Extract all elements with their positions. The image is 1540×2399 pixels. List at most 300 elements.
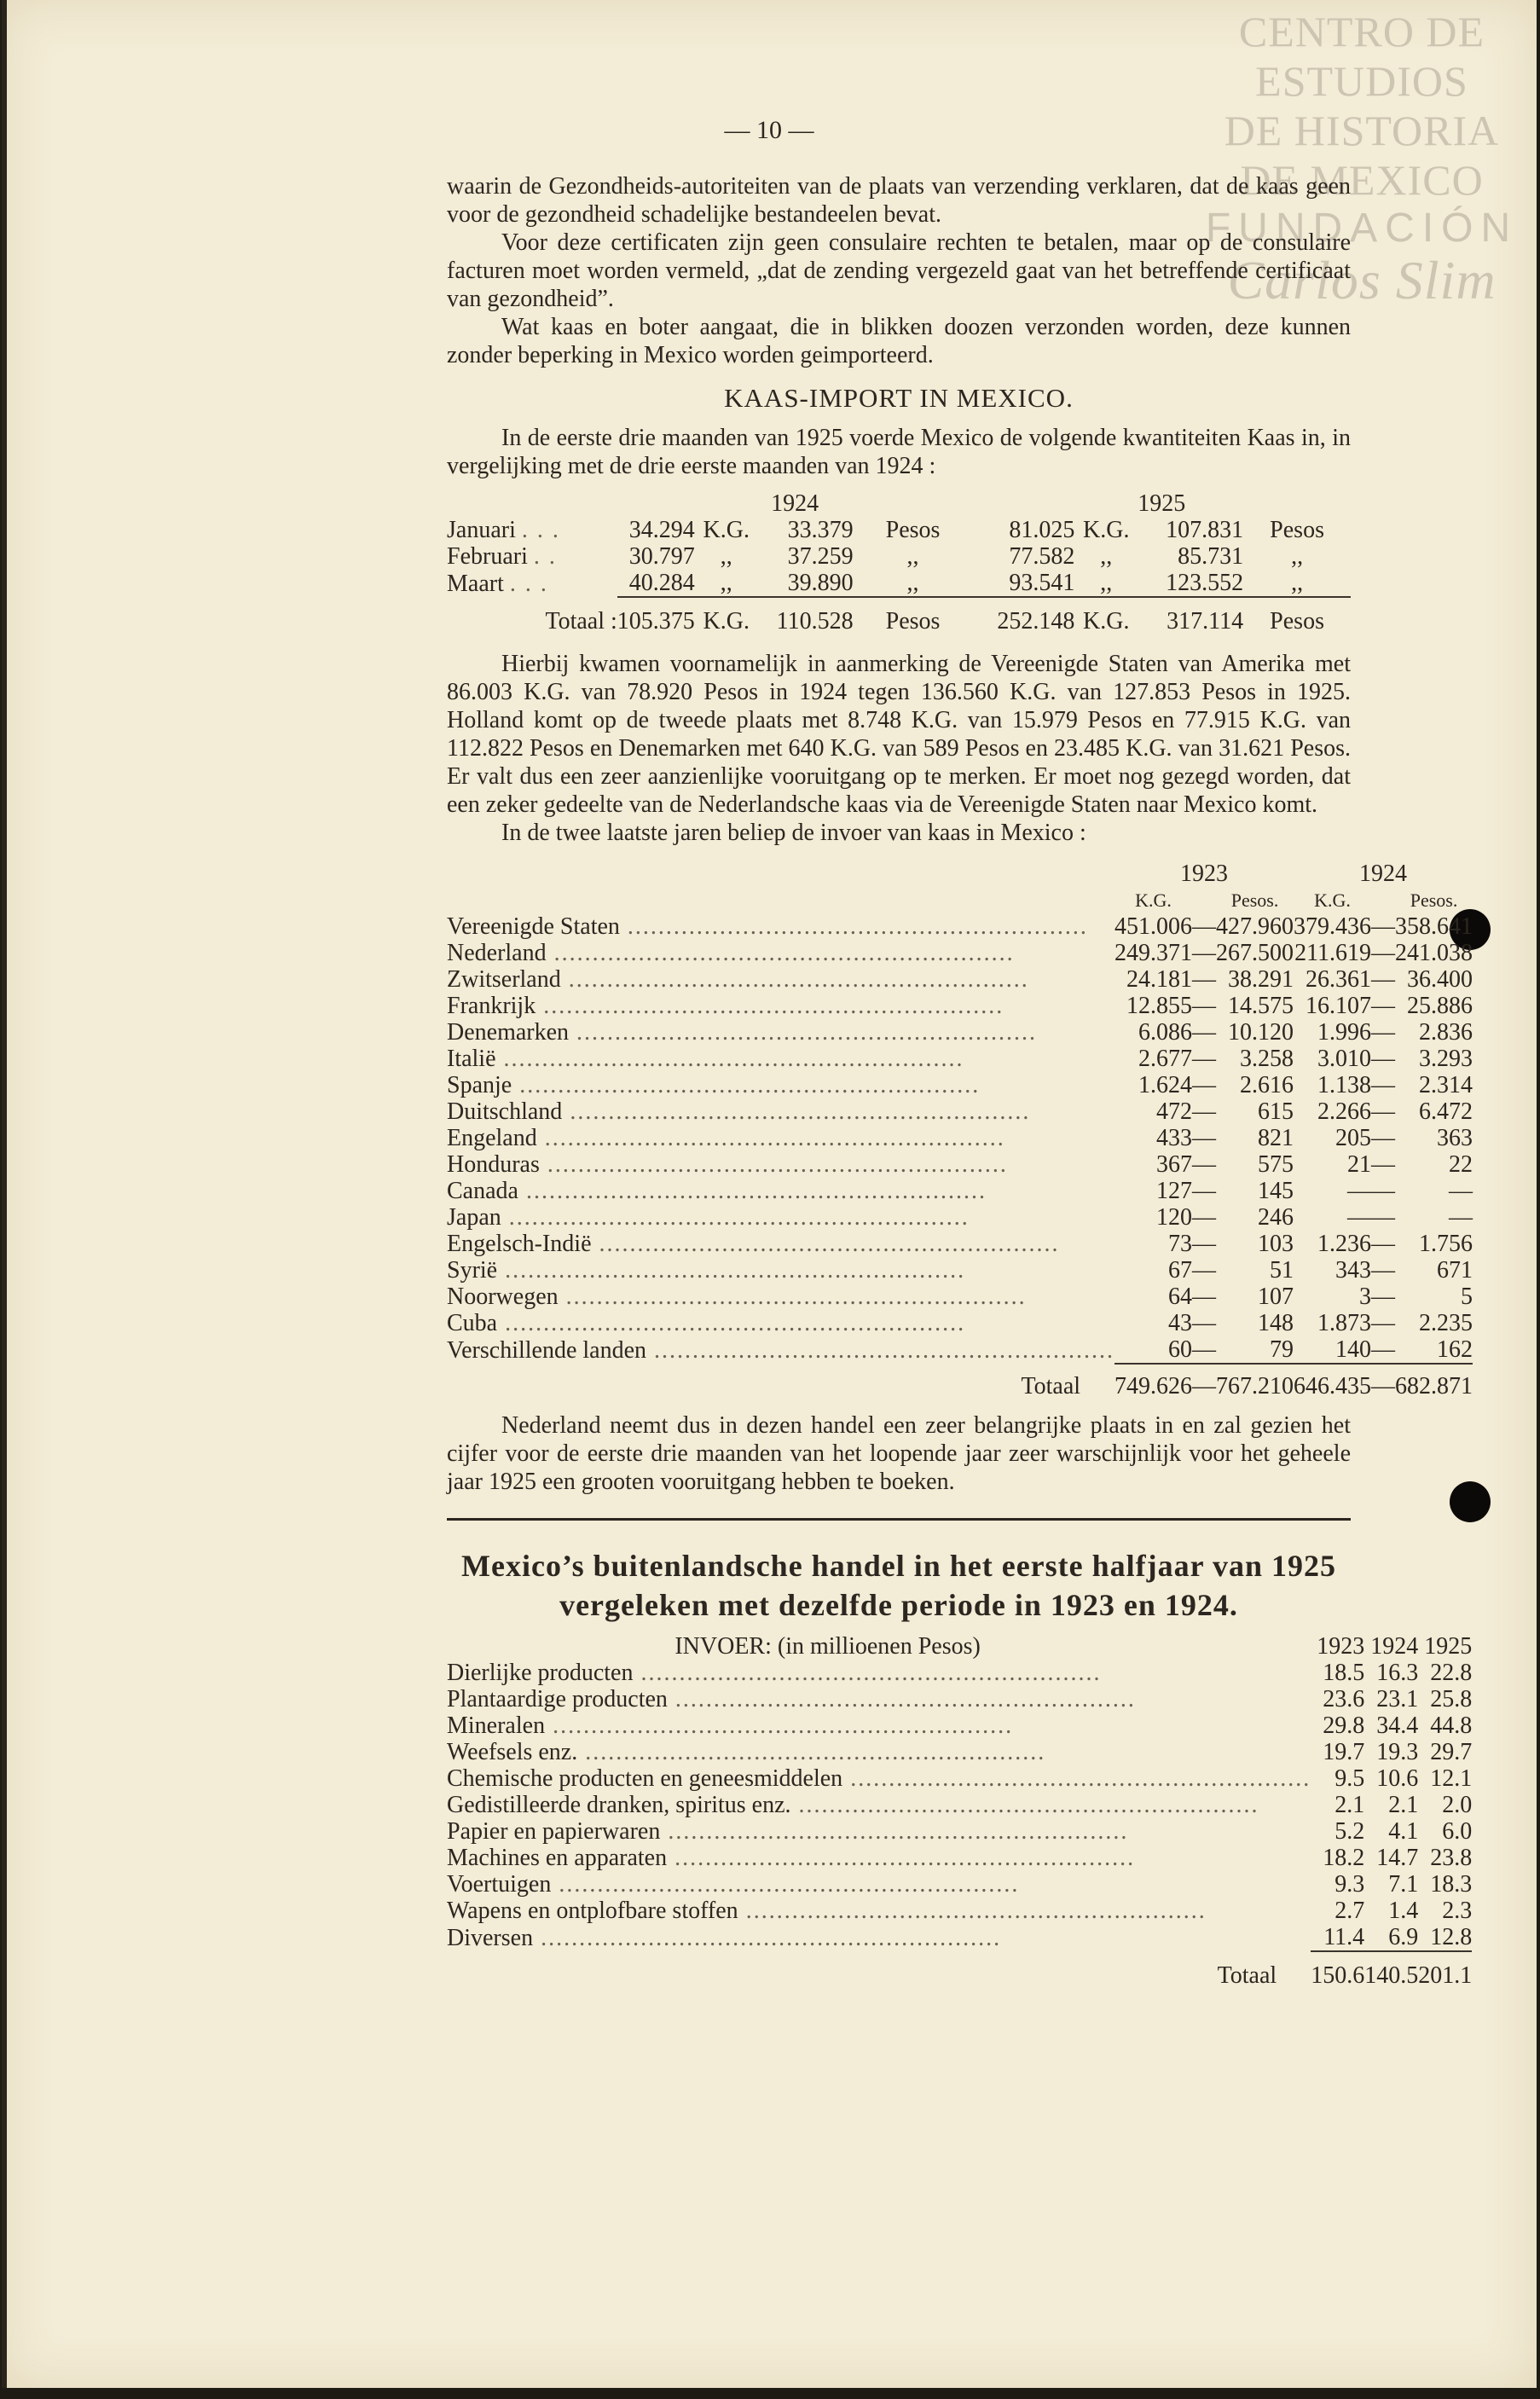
pesos-cell: 363 bbox=[1437, 1125, 1473, 1151]
row-label: Spanje bbox=[447, 1072, 512, 1098]
table-row bbox=[447, 1046, 1473, 1072]
row-label: Plantaardige producten bbox=[447, 1686, 668, 1712]
unit-cell: Pesos bbox=[885, 517, 941, 543]
kg-cell: — bbox=[1347, 1204, 1372, 1231]
row-label: Syrië bbox=[447, 1257, 498, 1284]
trade-table bbox=[447, 1633, 1472, 1989]
row-label: Noorwegen bbox=[447, 1284, 559, 1310]
pesos-cell: 3.293 bbox=[1419, 1046, 1473, 1072]
kg-cell: 1.873 bbox=[1317, 1310, 1372, 1336]
table-row bbox=[447, 1686, 1472, 1712]
value-cell: 23.6 bbox=[1323, 1686, 1365, 1712]
label-cell bbox=[447, 1310, 1114, 1336]
unit-cell: K.G. bbox=[703, 517, 750, 543]
unit-cell: Pesos bbox=[854, 597, 973, 635]
pesos-cell: 1.756 bbox=[1419, 1231, 1473, 1257]
dot-leader: ............................................................ bbox=[551, 1871, 1020, 1898]
kg-cell: 30.797 bbox=[628, 543, 695, 570]
pesos-cell: 110.528 bbox=[758, 597, 854, 635]
dot-leader: ............................................................ bbox=[577, 1739, 1046, 1765]
row-label: Papier en papierwaren bbox=[447, 1818, 661, 1845]
dash-cell: — bbox=[1371, 1125, 1396, 1151]
pesos-cell: 10.120 bbox=[1228, 1019, 1294, 1046]
dot-leader: ............................................................ bbox=[619, 913, 1088, 940]
value-cell: 9.5 bbox=[1334, 1765, 1365, 1792]
value-cell: 2.0 bbox=[1442, 1792, 1473, 1818]
value-cell: 29.7 bbox=[1430, 1739, 1473, 1765]
dot-leader: ............................................................ bbox=[842, 1765, 1311, 1792]
dot-leader: ............................................................ bbox=[536, 1125, 1005, 1151]
kg-cell: 1.624 bbox=[1138, 1072, 1193, 1098]
kg-cell: 12.855 bbox=[1126, 993, 1193, 1019]
kg-cell: 1.996 bbox=[1317, 1019, 1372, 1046]
kg-cell: 40.284 bbox=[628, 570, 695, 596]
dot-leader: ............................................................ bbox=[591, 1231, 1060, 1257]
value-cell: 2.1 bbox=[1388, 1792, 1419, 1818]
intro-paragraph: Voor deze certificaten zijn geen consulaire rechten te betalen, maar op de consulaire facturen moet worden vermeld, „dat de zending vergezeld gaat van het betreffende certificaat van gezondheid”. bbox=[447, 229, 1351, 312]
total-label: Totaal : bbox=[545, 607, 617, 635]
dot-leader: ............................................................ bbox=[539, 1151, 1008, 1178]
table-row bbox=[447, 570, 1351, 597]
dash-cell: — bbox=[1371, 1284, 1396, 1310]
table-row bbox=[447, 1336, 1473, 1364]
label-cell bbox=[447, 1257, 1114, 1284]
year-header: 1924 bbox=[1359, 861, 1408, 887]
dot-leader: ............................................................ bbox=[660, 1818, 1129, 1845]
table-row bbox=[447, 1310, 1473, 1336]
kaas-paragraph: In de twee laatste jaren beliep de invoer van kaas in Mexico : bbox=[501, 820, 1086, 846]
country-import-table bbox=[447, 861, 1473, 1399]
value-cell: 6.9 bbox=[1388, 1924, 1419, 1950]
label-cell bbox=[447, 1845, 1311, 1871]
watermark-line: FUNDACIÓN bbox=[1205, 206, 1519, 251]
value-cell: 23.8 bbox=[1430, 1845, 1473, 1871]
total-label: Totaal bbox=[1217, 1962, 1277, 1989]
dot-leader: ............................................................ bbox=[560, 966, 1029, 993]
table-row bbox=[447, 1712, 1472, 1739]
total-label: Totaal bbox=[1021, 1372, 1081, 1399]
label-cell bbox=[447, 1871, 1311, 1898]
page-number: — 10 — bbox=[724, 116, 814, 144]
dash-cell: — bbox=[1371, 1098, 1396, 1125]
section-divider bbox=[447, 1518, 1351, 1521]
row-label: Denemarken bbox=[447, 1019, 570, 1046]
kg-cell: 67 bbox=[1168, 1257, 1193, 1284]
kg-cell: 249.371 bbox=[1114, 940, 1193, 966]
pesos-cell: 267.500 bbox=[1216, 940, 1294, 966]
dash-cell: — bbox=[1371, 1364, 1395, 1399]
unit-cell: K.G. bbox=[695, 597, 758, 635]
label-cell bbox=[447, 1924, 1311, 1951]
dash-cell: — bbox=[1192, 1098, 1217, 1125]
row-label: Italië bbox=[447, 1046, 496, 1072]
pesos-cell: 241.038 bbox=[1395, 940, 1473, 966]
row-label: Mineralen bbox=[447, 1712, 546, 1739]
table-row bbox=[447, 1231, 1473, 1257]
pesos-cell: 767.210 bbox=[1216, 1364, 1294, 1399]
table-header-row bbox=[447, 1633, 1472, 1660]
section-heading: KAAS-IMPORT IN MEXICO. bbox=[724, 383, 1074, 413]
pesos-cell: 671 bbox=[1437, 1257, 1473, 1284]
kaas-paragraph: In de eerste drie maanden van 1925 voerde Mexico de volgende kwantiteiten Kaas in, in vergelijking met de drie eerste maanden van 1924 : bbox=[447, 425, 1351, 479]
dot-leader: ............................................................ bbox=[738, 1898, 1207, 1924]
table-header-row bbox=[447, 887, 1473, 913]
total-row bbox=[447, 597, 1351, 635]
dash-cell: — bbox=[1371, 966, 1396, 993]
label-cell bbox=[447, 1151, 1114, 1178]
country-rows bbox=[447, 913, 1473, 1364]
dash-cell: — bbox=[1192, 1310, 1217, 1336]
value-cell: 19.3 bbox=[1376, 1739, 1419, 1765]
table-row bbox=[447, 1845, 1472, 1871]
value-cell: 201.1 bbox=[1418, 1951, 1472, 1989]
kg-cell: 81.025 bbox=[1009, 517, 1075, 543]
value-cell: 29.8 bbox=[1323, 1712, 1365, 1739]
row-label: Cuba bbox=[447, 1310, 498, 1336]
scanned-page bbox=[2, 0, 1537, 2388]
pesos-cell: 5 bbox=[1461, 1284, 1473, 1310]
row-label: Japan bbox=[447, 1204, 501, 1231]
table-header-row bbox=[447, 861, 1473, 887]
label-cell bbox=[447, 940, 1114, 966]
row-label: Engeland bbox=[447, 1125, 537, 1151]
pesos-cell: 682.871 bbox=[1395, 1364, 1473, 1399]
value-cell: 12.8 bbox=[1430, 1924, 1473, 1950]
invoer-label: INVOER: (in millioenen Pesos) bbox=[674, 1633, 981, 1660]
table-header-row bbox=[447, 490, 1351, 517]
label-cell bbox=[447, 1204, 1114, 1231]
kg-cell: 1.236 bbox=[1317, 1231, 1372, 1257]
kg-cell: 21 bbox=[1347, 1151, 1372, 1178]
month-cell: Februari . . bbox=[447, 543, 557, 570]
value-cell: 19.7 bbox=[1323, 1739, 1365, 1765]
kg-cell: 433 bbox=[1156, 1125, 1193, 1151]
pesos-cell: 162 bbox=[1437, 1336, 1473, 1363]
pesos-cell: 103 bbox=[1258, 1231, 1294, 1257]
dot-leader: ............................................................ bbox=[558, 1284, 1027, 1310]
label-cell bbox=[447, 1686, 1311, 1712]
unit-header: K.G. bbox=[1135, 889, 1172, 911]
dash-cell: — bbox=[1371, 1231, 1396, 1257]
closing-paragraph: Nederland neemt dus in dezen handel een zeer belangrijke plaats in en zal gezien het cijfer voor de eerste drie maanden van het loopende jaar zeer warschijnlijk voor het geheele jaar 1925 een grooten vooruitgang hebben te boeken. bbox=[447, 1412, 1351, 1495]
label-cell bbox=[447, 1336, 1114, 1364]
dot-leader: ............................................................ bbox=[536, 993, 1004, 1019]
table-row bbox=[447, 1924, 1472, 1951]
year-header: 1923 bbox=[1180, 861, 1229, 887]
kg-cell: — bbox=[1347, 1178, 1372, 1204]
table-row bbox=[447, 1765, 1472, 1792]
dash-cell: — bbox=[1192, 940, 1217, 966]
kg-cell: 451.006 bbox=[1114, 913, 1193, 940]
value-cell: 140.5 bbox=[1364, 1951, 1418, 1989]
year-header: 1925 bbox=[1138, 490, 1186, 517]
table-row bbox=[447, 1660, 1472, 1686]
value-cell: 14.7 bbox=[1376, 1845, 1419, 1871]
pesos-cell: 39.890 bbox=[787, 570, 854, 596]
dash-cell: — bbox=[1192, 913, 1217, 940]
kg-cell: 2.266 bbox=[1317, 1098, 1372, 1125]
label-cell bbox=[447, 1125, 1114, 1151]
table-row bbox=[447, 1151, 1473, 1178]
label-cell bbox=[447, 1098, 1114, 1125]
pesos-cell: 36.400 bbox=[1407, 966, 1473, 993]
dot-leader: ............................................................ bbox=[501, 1204, 970, 1231]
label-cell bbox=[447, 993, 1114, 1019]
label-cell bbox=[447, 1765, 1311, 1792]
pesos-cell: 358.641 bbox=[1395, 913, 1473, 940]
pesos-cell: 38.291 bbox=[1228, 966, 1294, 993]
table-row bbox=[447, 1257, 1473, 1284]
pesos-cell: — bbox=[1449, 1204, 1473, 1231]
kg-cell: 26.361 bbox=[1306, 966, 1372, 993]
pesos-cell: 145 bbox=[1258, 1178, 1294, 1204]
pesos-cell: 85.731 bbox=[1178, 543, 1244, 570]
dash-cell: — bbox=[1371, 1072, 1396, 1098]
value-cell: 150.6 bbox=[1311, 1951, 1364, 1989]
kg-cell: 367 bbox=[1156, 1151, 1193, 1178]
value-cell: 25.8 bbox=[1430, 1686, 1473, 1712]
dot-leader: ............................................................ bbox=[497, 1310, 966, 1336]
row-label: Frankrijk bbox=[447, 993, 536, 1019]
dash-cell: — bbox=[1192, 1284, 1217, 1310]
dash-cell: — bbox=[1192, 1231, 1217, 1257]
table-row bbox=[447, 966, 1473, 993]
dot-leader: ............................................................ bbox=[562, 1098, 1031, 1125]
dash-cell: — bbox=[1371, 1178, 1396, 1204]
dot-leader: ............................................................ bbox=[667, 1845, 1136, 1871]
dash-cell: — bbox=[1192, 1364, 1216, 1399]
kg-cell: 205 bbox=[1335, 1125, 1372, 1151]
value-cell: 2.7 bbox=[1334, 1898, 1365, 1924]
value-cell: 18.2 bbox=[1323, 1845, 1365, 1871]
table-row bbox=[447, 543, 1351, 570]
kg-cell: 343 bbox=[1335, 1257, 1372, 1284]
value-cell: 23.1 bbox=[1376, 1686, 1419, 1712]
label-cell bbox=[447, 1792, 1311, 1818]
value-cell: 18.5 bbox=[1323, 1660, 1365, 1686]
value-cell: 4.1 bbox=[1388, 1818, 1419, 1845]
unit-cell: Pesos bbox=[1243, 597, 1351, 635]
watermark-line: DE HISTORIA bbox=[1224, 107, 1500, 154]
dash-cell: — bbox=[1192, 1204, 1217, 1231]
unit-cell: ,, bbox=[1291, 570, 1304, 596]
kaas-paragraph: Hierbij kwamen voornamelijk in aanmerking de Vereenigde Staten van Amerika met 86.003 K.G. van 78.920 Pesos in 1924 tegen 136.560 K.G. van 127.853 Pesos in 1925. Holland komt op de tweede plaats met 8.748 K.G. van 15.979 Pesos en 77.915 K.G. van 112.822 Pesos en Denemarken met 640 K.G. van 589 Pesos en 23.485 K.G. van 31.621 Pesos. Er valt dus een zeer aanzienlijke vooruitgang op te merken. Er moet nog gezegd worden, dat een zeker gedeelte van de Nederlandsche kaas via de Vereenigde Staten naar Mexico komt. bbox=[447, 651, 1351, 818]
pesos-cell: 2.616 bbox=[1240, 1072, 1294, 1098]
unit-cell: ,, bbox=[906, 543, 919, 570]
table-row bbox=[447, 913, 1473, 940]
row-label: Wapens en ontplofbare stoffen bbox=[447, 1898, 738, 1924]
kg-cell: 140 bbox=[1335, 1336, 1372, 1363]
kg-cell: 749.626 bbox=[1114, 1364, 1192, 1399]
pesos-cell: 575 bbox=[1258, 1151, 1294, 1178]
row-label: Verschillende landen bbox=[447, 1336, 647, 1364]
year-header: 1924 bbox=[1370, 1633, 1419, 1660]
dash-cell: — bbox=[1192, 1151, 1217, 1178]
dash-cell: — bbox=[1192, 1046, 1217, 1072]
dot-leader: ............................................................ bbox=[512, 1072, 981, 1098]
value-cell: 18.3 bbox=[1430, 1871, 1473, 1898]
unit-cell: ,, bbox=[720, 543, 732, 570]
value-cell: 34.4 bbox=[1376, 1712, 1419, 1739]
row-label: Machines en apparaten bbox=[447, 1845, 668, 1871]
label-cell bbox=[447, 1231, 1114, 1257]
label-cell bbox=[447, 913, 1114, 940]
kg-cell: 472 bbox=[1156, 1098, 1193, 1125]
dash-cell: — bbox=[1371, 993, 1396, 1019]
pesos-cell: 615 bbox=[1258, 1098, 1294, 1125]
label-cell bbox=[447, 1712, 1311, 1739]
table-row bbox=[447, 1098, 1473, 1125]
kg-cell: 3.010 bbox=[1317, 1046, 1372, 1072]
unit-cell: K.G. bbox=[1083, 517, 1130, 543]
watermark-line: CENTRO DE bbox=[1238, 8, 1485, 55]
dash-cell: — bbox=[1192, 1178, 1217, 1204]
total-row bbox=[447, 1951, 1472, 1989]
label-cell bbox=[447, 1660, 1311, 1686]
dash-cell: — bbox=[1371, 1336, 1396, 1363]
pesos-cell: 2.314 bbox=[1419, 1072, 1473, 1098]
table-row bbox=[447, 1818, 1472, 1845]
row-label: Dierlijke producten bbox=[447, 1660, 634, 1686]
pesos-cell: 79 bbox=[1270, 1336, 1294, 1363]
dash-cell: — bbox=[1192, 1336, 1217, 1363]
dash-cell: — bbox=[1192, 1019, 1217, 1046]
intro-paragraph: waarin de Gezondheids-autoriteiten van de plaats van verzending verklaren, dat de kaas geen voor de gezondheid schadelijke bestandeelen bevat. bbox=[447, 173, 1351, 228]
row-label: Canada bbox=[447, 1178, 518, 1204]
dash-cell: — bbox=[1371, 1204, 1396, 1231]
watermark-line: DE MEXICO bbox=[1240, 156, 1484, 204]
row-label: Honduras bbox=[447, 1151, 540, 1178]
kg-cell: 105.375 bbox=[617, 597, 695, 635]
total-row bbox=[447, 1364, 1473, 1399]
pesos-cell: 3.258 bbox=[1240, 1046, 1294, 1072]
kg-cell: 64 bbox=[1168, 1284, 1193, 1310]
kg-cell: 127 bbox=[1156, 1178, 1193, 1204]
pesos-cell: 22 bbox=[1449, 1151, 1473, 1178]
trade-title: Mexico’s buitenlandsche handel in het eerste halfjaar van 1925 vergeleken met dezelfde periode in 1923 en 1924. bbox=[461, 1549, 1336, 1622]
label-cell bbox=[447, 1739, 1311, 1765]
trade-rows bbox=[447, 1660, 1472, 1951]
dot-leader: ............................................................ bbox=[633, 1660, 1102, 1686]
value-cell: 44.8 bbox=[1430, 1712, 1473, 1739]
pesos-cell: 2.836 bbox=[1419, 1019, 1473, 1046]
kg-cell: 211.619 bbox=[1294, 940, 1372, 966]
table-row bbox=[447, 1125, 1473, 1151]
unit-cell: ,, bbox=[1291, 543, 1304, 570]
dot-leader: ............................................................ bbox=[497, 1257, 966, 1284]
row-label: Weefsels enz. bbox=[447, 1739, 578, 1765]
row-label: Voertuigen bbox=[447, 1871, 552, 1898]
kg-cell: 252.148 bbox=[972, 597, 1074, 635]
unit-cell: K.G. bbox=[1074, 597, 1138, 635]
row-label: Zwitserland bbox=[447, 966, 561, 993]
kg-cell: 379.436 bbox=[1294, 913, 1372, 940]
table-row bbox=[447, 1871, 1472, 1898]
pesos-cell: 51 bbox=[1270, 1257, 1294, 1284]
pesos-cell: 107 bbox=[1258, 1284, 1294, 1310]
unit-cell: Pesos bbox=[1270, 517, 1324, 543]
kg-cell: 77.582 bbox=[1009, 543, 1075, 570]
value-cell: 7.1 bbox=[1388, 1871, 1419, 1898]
value-cell: 2.1 bbox=[1334, 1792, 1365, 1818]
label-cell bbox=[447, 1284, 1114, 1310]
unit-header: K.G. bbox=[1314, 889, 1351, 911]
unit-header: Pesos. bbox=[1410, 889, 1458, 911]
table-row bbox=[447, 1178, 1473, 1204]
pesos-cell: 37.259 bbox=[787, 543, 854, 570]
dot-leader: ............................................................ bbox=[546, 940, 1015, 966]
pesos-cell: 6.472 bbox=[1419, 1098, 1473, 1125]
watermark-line: ESTUDIOS bbox=[1255, 57, 1468, 105]
dash-cell: — bbox=[1371, 1151, 1396, 1178]
kg-cell: 73 bbox=[1168, 1231, 1193, 1257]
month-cell: Januari . . . bbox=[447, 517, 560, 543]
dash-cell: — bbox=[1371, 1310, 1396, 1336]
unit-cell: ,, bbox=[1100, 543, 1113, 570]
label-cell bbox=[447, 1898, 1311, 1924]
label-cell bbox=[447, 1046, 1114, 1072]
pesos-cell: 123.552 bbox=[1166, 570, 1244, 596]
pesos-cell: 2.235 bbox=[1419, 1310, 1473, 1336]
value-cell: 9.3 bbox=[1334, 1871, 1365, 1898]
table-row bbox=[447, 993, 1473, 1019]
row-label: Diversen bbox=[447, 1924, 534, 1951]
kg-cell: 646.435 bbox=[1294, 1364, 1371, 1399]
value-cell: 6.0 bbox=[1442, 1818, 1473, 1845]
dash-cell: — bbox=[1192, 1125, 1217, 1151]
pesos-cell: 14.575 bbox=[1228, 993, 1294, 1019]
dash-cell: — bbox=[1371, 1019, 1396, 1046]
row-label: Chemische producten en geneesmiddelen bbox=[447, 1765, 843, 1792]
unit-header: Pesos. bbox=[1230, 889, 1279, 911]
kg-cell: 2.677 bbox=[1138, 1046, 1193, 1072]
pesos-cell: 427.960 bbox=[1216, 913, 1294, 940]
year-header: 1925 bbox=[1424, 1633, 1473, 1660]
dash-cell: — bbox=[1192, 966, 1217, 993]
dash-cell: — bbox=[1371, 913, 1396, 940]
row-label: Nederland bbox=[447, 940, 547, 966]
table-row bbox=[447, 517, 1351, 543]
value-cell: 1.4 bbox=[1388, 1898, 1419, 1924]
label-cell bbox=[447, 1019, 1114, 1046]
table-row bbox=[447, 1792, 1472, 1818]
table-row bbox=[447, 1072, 1473, 1098]
dash-cell: — bbox=[1192, 993, 1217, 1019]
dash-cell: — bbox=[1192, 1257, 1217, 1284]
month-cell: Maart . . . bbox=[447, 570, 548, 597]
punch-hole bbox=[1450, 1481, 1491, 1522]
value-cell: 22.8 bbox=[1430, 1660, 1473, 1686]
kg-cell: 3 bbox=[1359, 1284, 1372, 1310]
value-cell: 10.6 bbox=[1376, 1765, 1419, 1792]
year-header: 1924 bbox=[771, 490, 819, 517]
dot-leader: ............................................................ bbox=[569, 1019, 1038, 1046]
table-row bbox=[447, 940, 1473, 966]
kg-cell: 34.294 bbox=[628, 517, 695, 543]
intro-paragraph: Wat kaas en boter aangaat, die in blikken doozen verzonden worden, deze kunnen zonder beperking in Mexico worden geimporteerd. bbox=[447, 314, 1351, 368]
dot-leader: ............................................................ bbox=[533, 1924, 1002, 1951]
unit-cell: ,, bbox=[1100, 570, 1113, 596]
kg-cell: 6.086 bbox=[1138, 1019, 1193, 1046]
value-cell: 12.1 bbox=[1430, 1765, 1473, 1792]
kg-cell: 93.541 bbox=[1009, 570, 1075, 596]
value-cell: 5.2 bbox=[1334, 1818, 1365, 1845]
label-cell bbox=[447, 1178, 1114, 1204]
pesos-cell: 33.379 bbox=[787, 517, 854, 543]
kg-cell: 60 bbox=[1168, 1336, 1193, 1363]
unit-cell: ,, bbox=[720, 570, 732, 596]
unit-cell: ,, bbox=[906, 570, 919, 596]
